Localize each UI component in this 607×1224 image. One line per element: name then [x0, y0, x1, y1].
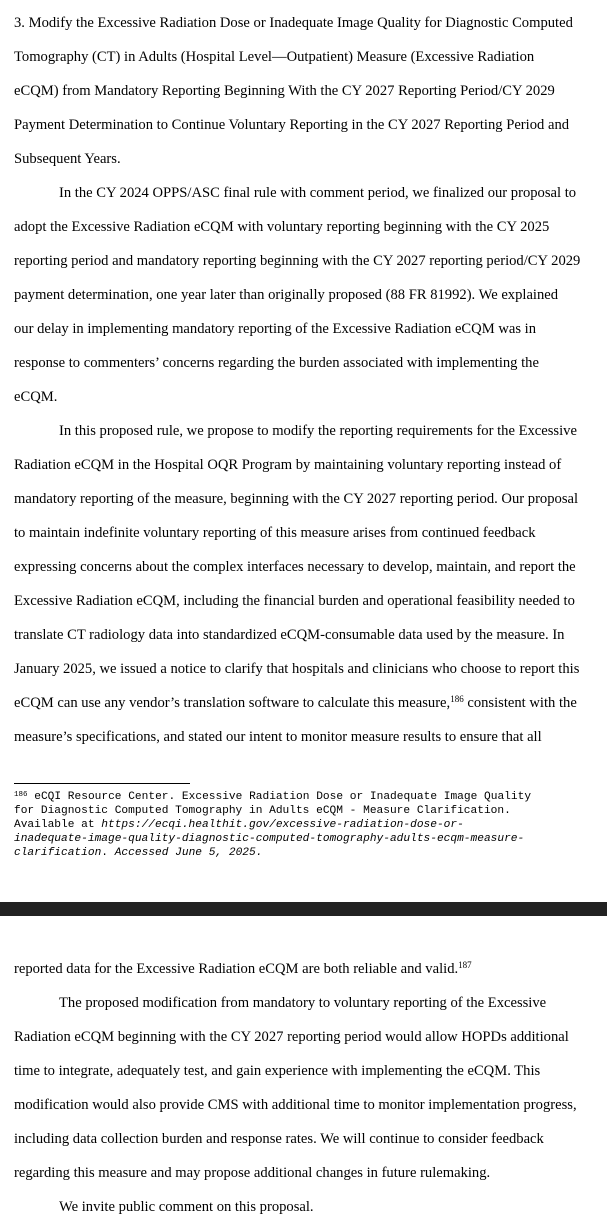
footnote-text: eCQI Resource Center. Excessive Radiation Dose or Inadequate Image Quality — [27, 791, 532, 803]
text-line: our delay in implementing mandatory reporting of the Excessive Radiation eCQM was in — [14, 321, 537, 337]
text-line: measure’s specifications, and stated our intent to monitor measure results to ensure that all — [14, 729, 542, 745]
text-line: We invite public comment on this proposal. — [59, 1199, 314, 1215]
footnote-number: 186 — [14, 791, 28, 799]
text-line-segment: consistent with the — [463, 695, 577, 711]
footnote-link[interactable]: https://ecqi.healthit.gov/excessive-radiation-dose-or- — [101, 819, 464, 831]
text-line: Radiation eCQM beginning with the CY 2027 reporting period would allow HOPDs additional — [14, 1029, 569, 1045]
text-line: Tomography (CT) in Adults (Hospital Level—Outpatient) Measure (Excessive Radiation — [14, 49, 535, 65]
footnote-link[interactable]: clarification — [14, 847, 102, 859]
text-line: translate CT radiology data into standardized eCQM-consumable data used by the measure. In — [14, 627, 565, 643]
footnote-text: . — [101, 847, 115, 859]
text-line: January 2025, we issued a notice to clarify that hospitals and clinicians who choose to report this — [14, 661, 580, 677]
footnote-text: Available at — [14, 819, 102, 831]
text-line: In the CY 2024 OPPS/ASC final rule with comment period, we finalized our proposal to — [59, 185, 577, 201]
footnote-line — [14, 818, 599, 832]
text-line: time to integrate, adequately test, and gain experience with implementing the eCQM. This — [14, 1063, 541, 1079]
text-line: mandatory reporting of the measure, beginning with the CY 2027 reporting period. Our proposal — [14, 491, 579, 507]
text-line: including data collection burden and response rates. We will continue to consider feedback — [14, 1131, 544, 1147]
text-line: 3. Modify the Excessive Radiation Dose or Inadequate Image Quality for Diagnostic Computed — [14, 15, 573, 31]
text-line: reporting period and mandatory reporting beginning with the CY 2027 reporting period/CY 2029 — [14, 253, 581, 269]
text-line: payment determination, one year later than originally proposed (88 FR 81992). We explained — [14, 287, 559, 303]
document-page-2 — [0, 916, 607, 1222]
footnote-ref-187[interactable]: 187 — [458, 960, 472, 970]
footnote-link[interactable]: inadequate-image-quality-diagnostic-computed-tomography-adults-ecqm-measure- — [14, 833, 525, 845]
text-line-segment: reported data for the Excessive Radiation eCQM are both reliable and valid. — [14, 961, 459, 977]
text-line: eCQM. — [14, 389, 58, 405]
footnote-line — [14, 832, 599, 846]
text-line: expressing concerns about the complex interfaces necessary to develop, maintain, and report the — [14, 559, 576, 575]
text-line: to maintain indefinite voluntary reporting of this measure arises from continued feedback — [14, 525, 536, 541]
body-text-page-1 — [14, 6, 593, 754]
text-line: Radiation eCQM in the Hospital OQR Program by maintaining voluntary reporting instead of — [14, 457, 562, 473]
page-break-separator — [0, 902, 607, 916]
footnote-ref-186[interactable]: 186 — [450, 694, 464, 704]
footnote-accessed-date: Accessed June 5, 2025. — [114, 847, 263, 859]
text-line — [14, 952, 593, 986]
text-line: eCQM) from Mandatory Reporting Beginning With the CY 2027 Reporting Period/CY 2029 — [14, 83, 555, 99]
body-text-page-2 — [14, 952, 593, 1224]
footnote-divider — [14, 783, 190, 784]
text-line: response to commenters’ concerns regarding the burden associated with implementing the — [14, 355, 539, 371]
text-line: Subsequent Years. — [14, 151, 121, 167]
footnote-line: for Diagnostic Computed Tomography in Adults eCQM - Measure Clarification. — [14, 805, 511, 817]
text-line: regarding this measure and may propose additional changes in future rulemaking. — [14, 1165, 491, 1181]
text-line: Excessive Radiation eCQM, including the financial burden and operational feasibility needed to — [14, 593, 575, 609]
text-line-segment: eCQM can use any vendor’s translation software to calculate this measure, — [14, 695, 451, 711]
footnote-186 — [14, 790, 599, 860]
text-line: The proposed modification from mandatory to voluntary reporting of the Excessive — [59, 995, 547, 1011]
footnote-line — [14, 846, 599, 860]
text-line: adopt the Excessive Radiation eCQM with voluntary reporting beginning with the CY 2025 — [14, 219, 550, 235]
text-line: In this proposed rule, we propose to modify the reporting requirements for the Excessive — [59, 423, 577, 439]
text-line: modification would also provide CMS with additional time to monitor implementation progress, — [14, 1097, 577, 1113]
footnote-line — [14, 790, 599, 804]
text-line — [14, 686, 593, 720]
text-line: Payment Determination to Continue Voluntary Reporting in the CY 2027 Reporting Period and — [14, 117, 570, 133]
